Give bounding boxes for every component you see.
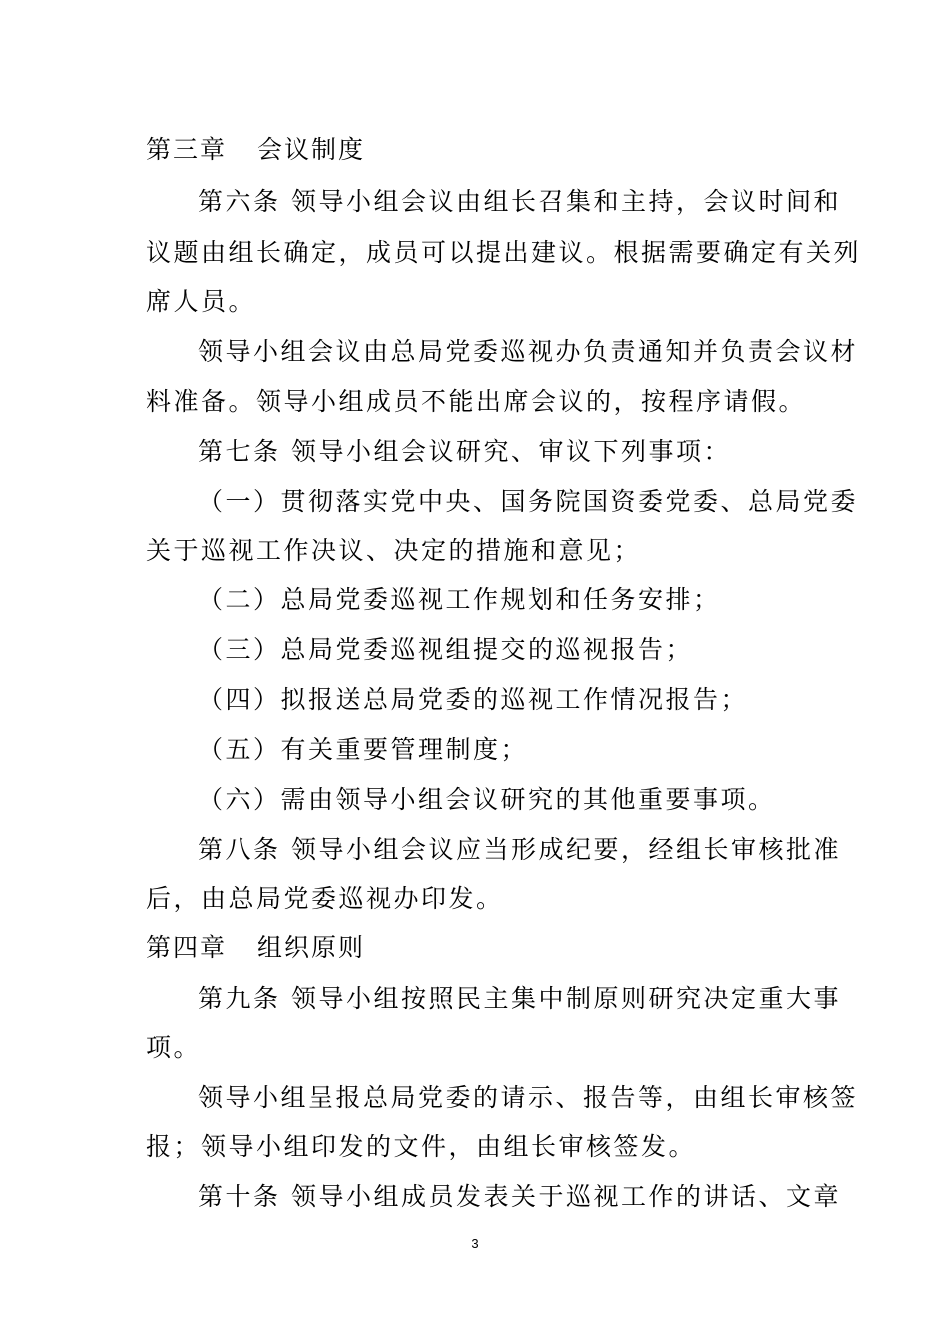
article-7-intro: 第七条 领导小组会议研究、审议下列事项： (198, 437, 731, 466)
article-9-paragraph-2-line-2: 报；领导小组印发的文件，由组长审核签发。 (146, 1132, 697, 1161)
article-8-line-1: 第八条 领导小组会议应当形成纪要，经组长审核批准 (198, 835, 841, 864)
article-7-item-2: （二）总局党委巡视工作规划和任务安排； (198, 585, 721, 614)
chapter-4-heading (146, 933, 365, 963)
chapter-4-title: 组织原则 (257, 933, 366, 962)
article-7-item-1-line-2: 关于巡视工作决议、决定的措施和意见； (146, 536, 642, 565)
article-7-item-4: （四）拟报送总局党委的巡视工作情况报告； (198, 685, 749, 714)
chapter-3-number: 第三章 (146, 135, 228, 164)
article-9-line-2: 项。 (146, 1033, 202, 1062)
article-6-paragraph-2-line-2: 料准备。领导小组成员不能出席会议的，按程序请假。 (146, 387, 807, 416)
article-7-item-6: （六）需由领导小组会议研究的其他重要事项。 (198, 785, 776, 814)
article-6-line-3: 席人员。 (146, 287, 257, 316)
article-6-line-1: 第六条 领导小组会议由组长召集和主持，会议时间和 (198, 187, 841, 216)
article-8-line-2: 后，由总局党委巡视办印发。 (146, 884, 504, 913)
chapter-3-title: 会议制度 (257, 135, 366, 164)
chapter-4-number: 第四章 (146, 933, 228, 962)
page-number: 3 (471, 1236, 479, 1251)
article-6-line-2: 议题由组长确定，成员可以提出建议。根据需要确定有关列 (146, 238, 862, 267)
article-6-paragraph-2-line-1: 领导小组会议由总局党委巡视办负责通知并负责会议材 (198, 337, 859, 366)
article-7-item-3: （三）总局党委巡视组提交的巡视报告； (198, 635, 694, 664)
article-7-item-5: （五）有关重要管理制度； (198, 735, 529, 764)
article-7-item-1-line-1: （一）贯彻落实党中央、国务院国资委党委、总局党委 (198, 487, 859, 516)
chapter-3-heading (146, 135, 365, 165)
article-9-paragraph-2-line-1: 领导小组呈报总局党委的请示、报告等，由组长审核签 (198, 1083, 859, 1112)
article-9-line-1: 第九条 领导小组按照民主集中制原则研究决定重大事 (198, 984, 841, 1013)
article-10-line-1: 第十条 领导小组成员发表关于巡视工作的讲话、文章 (198, 1182, 841, 1211)
